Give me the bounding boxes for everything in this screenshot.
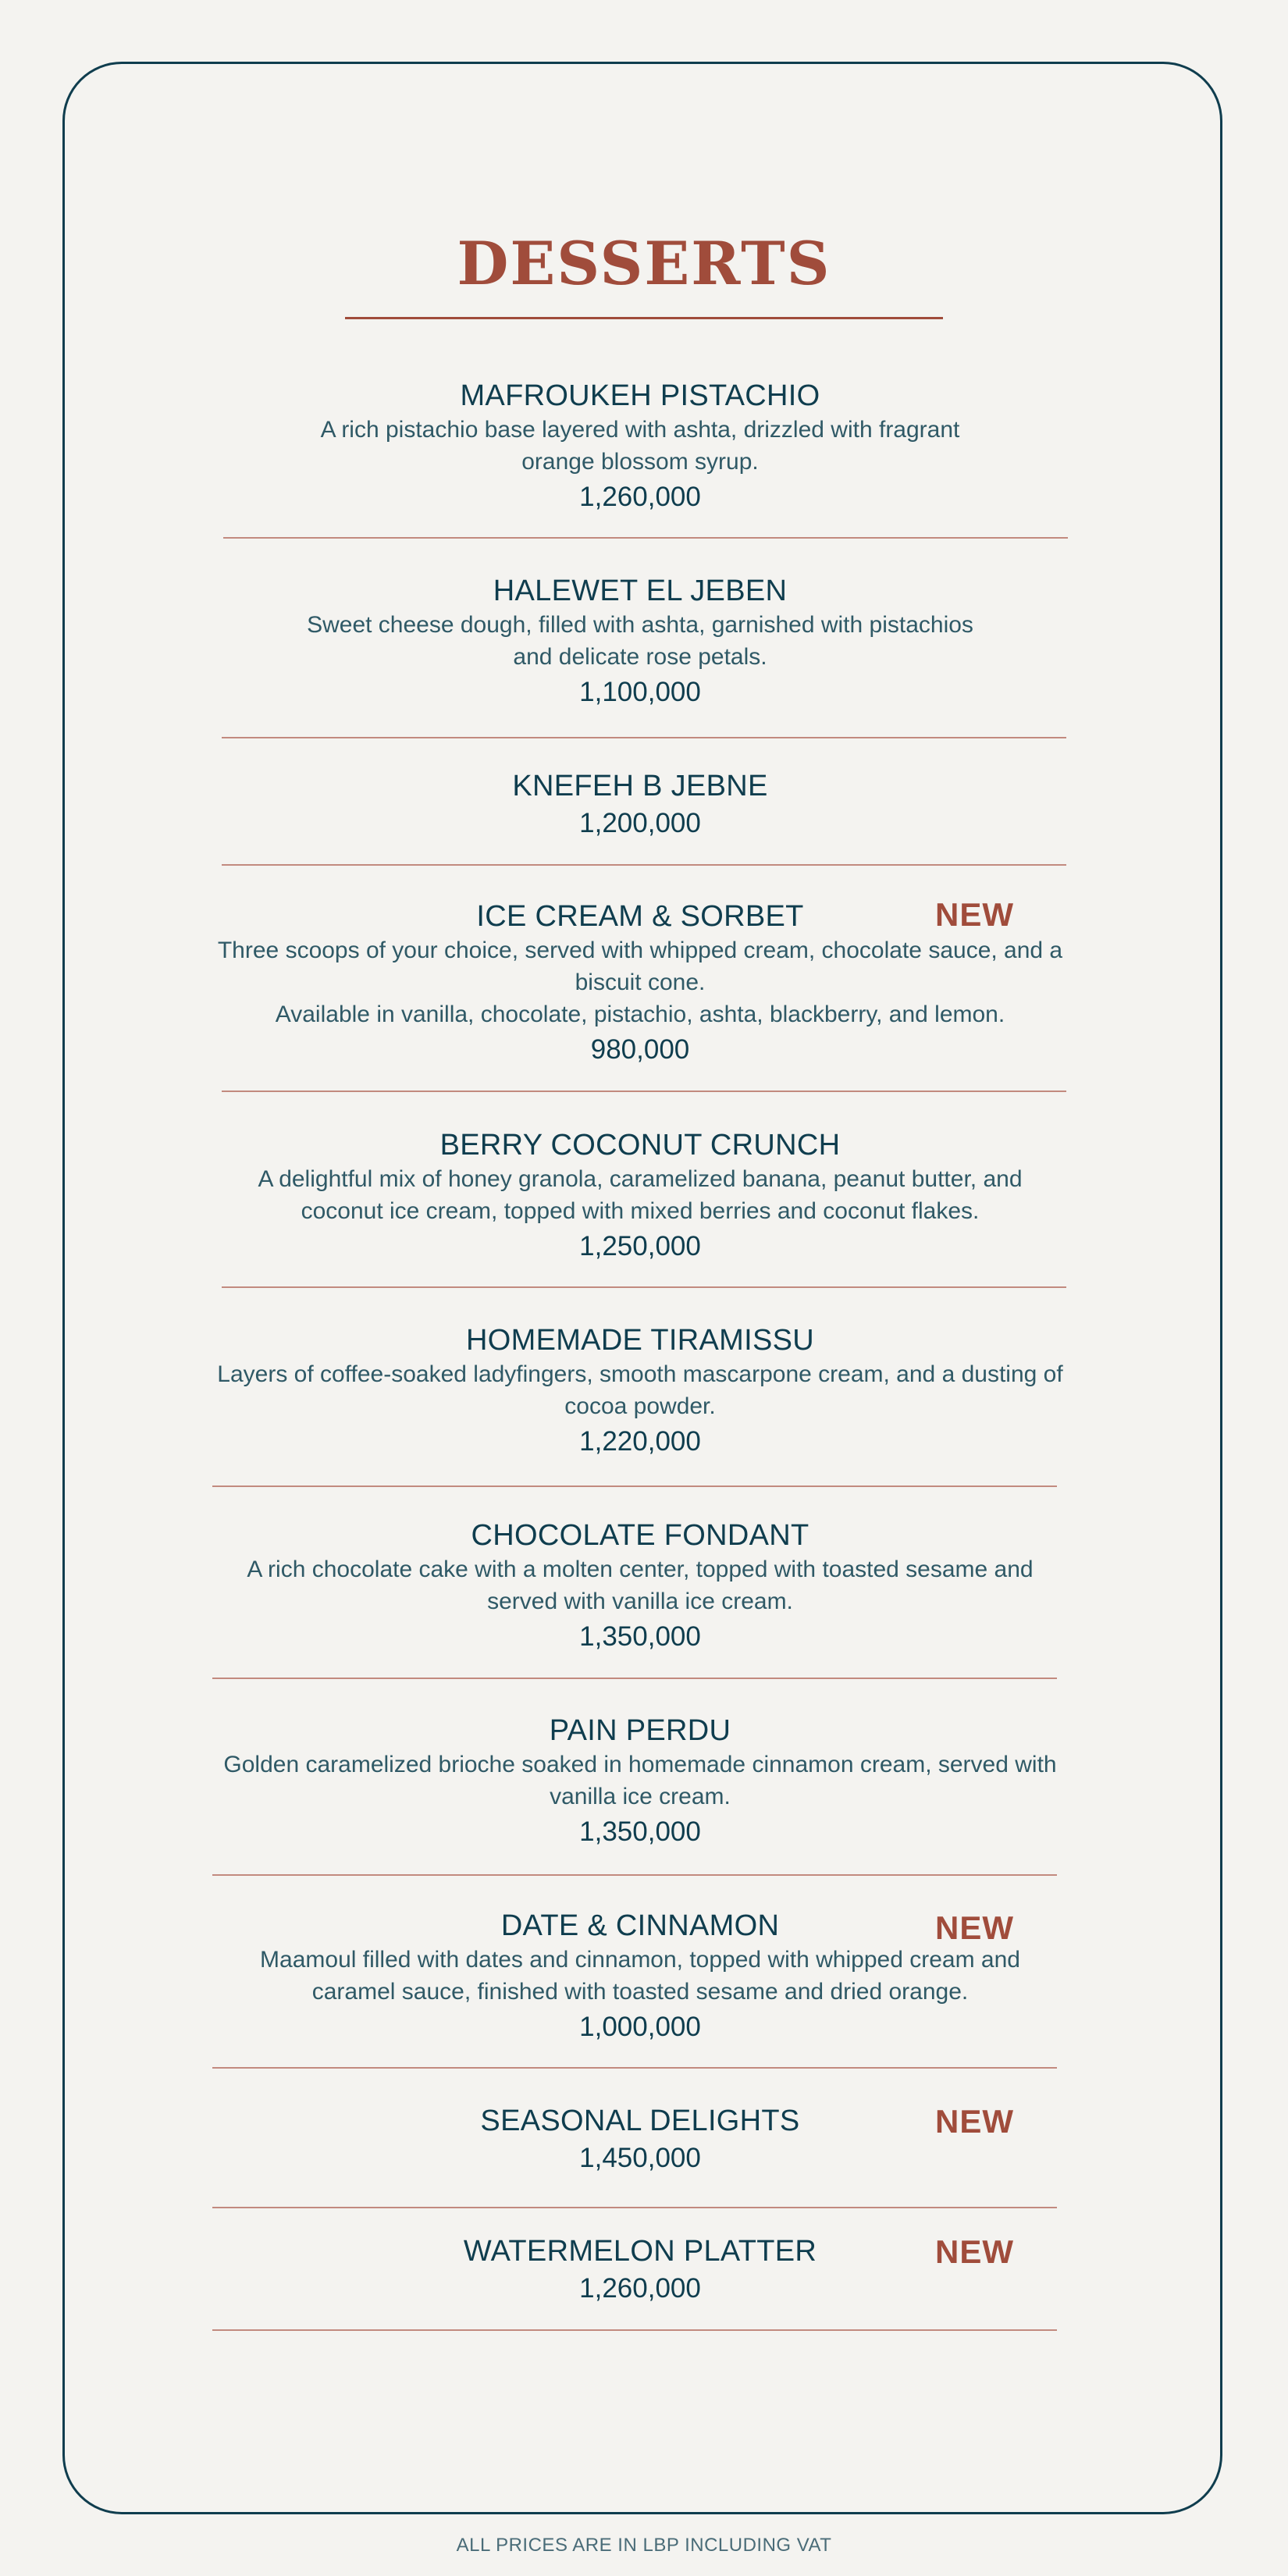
item-name: DATE & CINNAMON (500, 1909, 780, 1942)
item-price: 1,260,000 (579, 482, 701, 512)
item-price: 1,450,000 (579, 2143, 701, 2173)
item-price: 1,250,000 (579, 1231, 701, 1261)
item-divider (212, 1678, 1057, 1679)
item-divider (212, 2067, 1057, 2069)
item-price: 1,350,000 (579, 1621, 701, 1652)
item-divider (222, 1091, 1066, 1092)
item-price: 1,260,000 (579, 2273, 701, 2304)
item-divider (212, 2329, 1057, 2331)
item-price: 980,000 (590, 1034, 690, 1065)
item-divider (212, 2207, 1057, 2208)
item-price: 1,220,000 (579, 1426, 701, 1457)
menu-item-pain-perdu (211, 1713, 1069, 1849)
menu-item-halewet-el-jeben (211, 573, 1069, 710)
title-underline (345, 317, 943, 319)
item-name: MAFROUKEH PISTACHIO (460, 379, 820, 412)
menu-item-mafroukeh-pistachio (211, 378, 1069, 514)
prices-footnote: ALL PRICES ARE IN LBP INCLUDING VAT (456, 2535, 832, 2556)
menu-item-knefeh-b-jebne (211, 768, 1069, 841)
item-divider (212, 1485, 1057, 1487)
item-name: HALEWET EL JEBEN (493, 575, 788, 607)
menu-item-homemade-tiramissu (211, 1322, 1069, 1459)
item-divider (212, 1874, 1057, 1876)
item-description: A delightful mix of honey granola, caramelized banana, peanut butter, and coconut ice cream, topped with mixed berries and coconut flakes. (258, 1166, 1023, 1224)
item-name: SEASONAL DELIGHTS (480, 2105, 800, 2137)
menu-item-chocolate-fondant (211, 1517, 1069, 1654)
item-description: A rich chocolate cake with a molten center, topped with toasted sesame and served with vanilla ice cream. (247, 1557, 1034, 1614)
item-price: 1,350,000 (579, 1816, 701, 1847)
item-description: A rich pistachio base layered with ashta, drizzled with fragrant orange blossom syrup. (320, 417, 960, 475)
item-price: 1,200,000 (579, 808, 701, 838)
item-divider (222, 864, 1066, 866)
item-name: WATERMELON PLATTER (463, 2235, 817, 2268)
item-name: HOMEMADE TIRAMISSU (466, 1324, 814, 1357)
item-name: CHOCOLATE FONDANT (471, 1519, 809, 1552)
item-description: Golden caramelized brioche soaked in homemade cinnamon cream, served with vanilla ice cream. (223, 1752, 1057, 1809)
menu-item-berry-coconut-crunch (211, 1127, 1069, 1264)
new-badge: NEW (935, 1909, 1014, 1946)
item-description: Sweet cheese dough, filled with ashta, garnished with pistachios and delicate rose petals. (307, 612, 973, 670)
item-description: Three scoops of your choice, served with whipped cream, chocolate sauce, and a biscuit cone. Available in vanilla, chocolate, pistachio, ashta, blackberry, and lemon. (217, 938, 1063, 1027)
item-name: ICE CREAM & SORBET (476, 900, 804, 933)
new-badge: NEW (935, 2103, 1014, 2140)
item-divider (223, 537, 1068, 539)
item-price: 1,100,000 (579, 677, 701, 707)
item-description: Maamoul filled with dates and cinnamon, topped with whipped cream and caramel sauce, finished with toasted sesame and dried orange. (260, 1947, 1020, 2005)
new-badge: NEW (935, 896, 1014, 933)
item-name: KNEFEH B JEBNE (512, 770, 768, 802)
item-name: PAIN PERDU (549, 1714, 731, 1747)
new-badge: NEW (935, 2233, 1014, 2270)
item-divider (222, 737, 1066, 738)
item-divider (222, 1286, 1066, 1288)
item-description: Layers of coffee-soaked ladyfingers, smooth mascarpone cream, and a dusting of cocoa powder. (217, 1361, 1063, 1419)
item-price: 1,000,000 (579, 2012, 701, 2042)
menu-title: DESSERTS (457, 229, 831, 298)
item-name: BERRY COCONUT CRUNCH (439, 1129, 841, 1162)
